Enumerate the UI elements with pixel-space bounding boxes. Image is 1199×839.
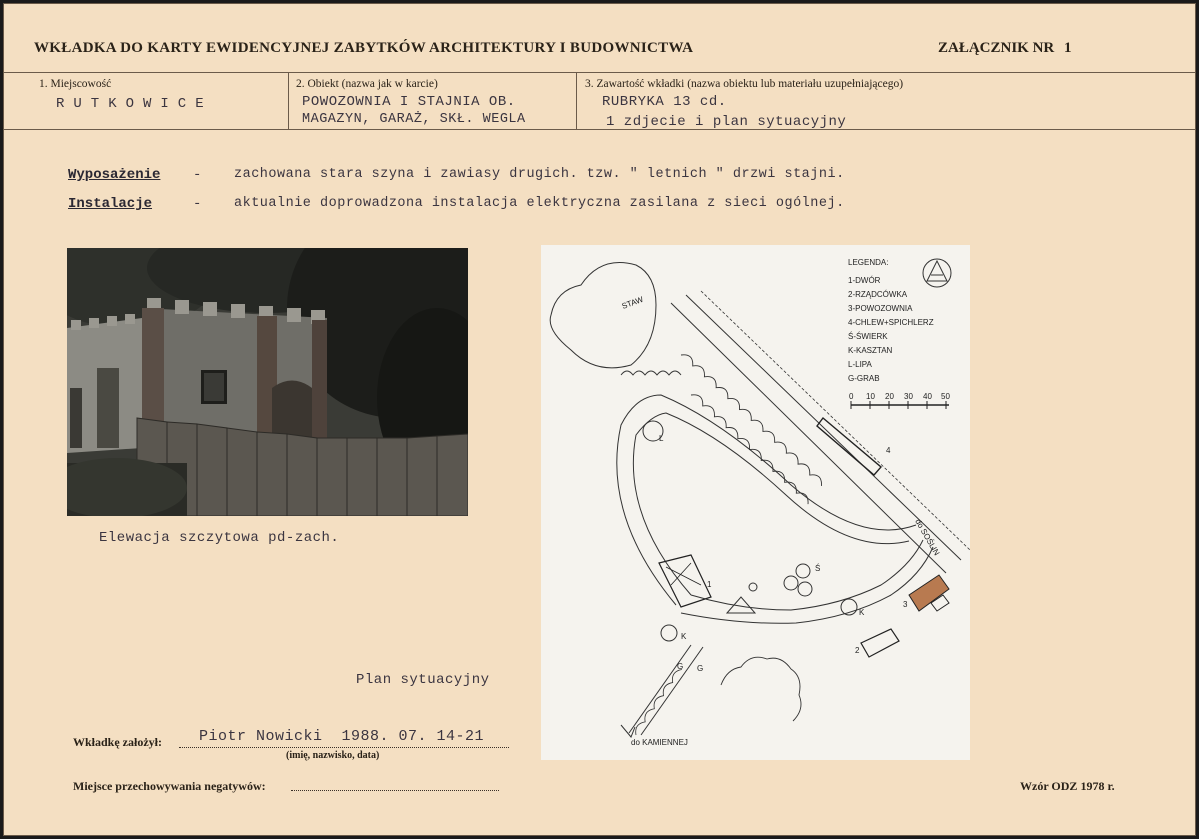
photo-image: [67, 248, 468, 516]
column-divider-2: [576, 72, 577, 130]
column-divider-1: [288, 72, 289, 130]
tree-s-label: Ś: [815, 564, 821, 573]
building-1-label: 1: [707, 580, 712, 589]
installation-label: Instalacje: [68, 196, 153, 212]
site-plan: [541, 245, 970, 760]
road-label: do KAMIENNEJ: [631, 738, 688, 747]
equipment-label: Wyposażenie: [68, 167, 161, 183]
legend-item-6: K-KASZTAN: [848, 346, 893, 355]
scale-tick-50: 50: [941, 392, 950, 401]
tree-g-label-2: G: [697, 664, 704, 673]
tree-g-label-1: G: [677, 662, 684, 671]
legend-item-1: 1-DWÓR: [848, 276, 881, 285]
object-label: 2. Obiekt (nazwa jak w karcie): [296, 78, 438, 90]
record-card: [3, 3, 1196, 836]
scale-tick-40: 40: [923, 392, 932, 401]
pond-label: STAW: [620, 294, 645, 311]
negatives-dotted-line: [291, 789, 499, 791]
building-2-label: 2: [855, 646, 860, 655]
negatives-label: Miejsce przechowywania negatywów:: [73, 779, 266, 793]
photo-caption: Elewacja szczytowa pd-zach.: [99, 530, 340, 546]
table-bottom-rule: [4, 129, 1196, 130]
legend-item-4: 4-CHLEW+SPICHLERZ: [848, 318, 934, 327]
object-value-line1: POWOZOWNIA I STAJNIA OB.: [302, 94, 516, 110]
content-value-line2: 1 zdjecie i plan sytuacyjny: [606, 114, 847, 130]
content-label: 3. Zawartość wkładki (nazwa obiektu lub materiału uzupełniającego): [585, 78, 904, 90]
annex-number: 1: [1064, 40, 1072, 56]
plan-caption: Plan sytuacyjny: [356, 672, 490, 688]
form-label: Wzór ODZ 1978 r.: [1020, 779, 1115, 793]
installation-text: aktualnie doprowadzona instalacja elektryczna zasilana z sieci ogólnej.: [234, 196, 845, 211]
content-value-line1: RUBRYKA 13 cd.: [602, 94, 727, 110]
legend-item-3: 3-POWOZOWNIA: [848, 304, 913, 313]
tree-k-label-2: K: [681, 632, 687, 641]
legend-title: LEGENDA:: [848, 258, 889, 267]
building-3-label: 3: [903, 600, 908, 609]
annex-text: ZAŁĄCZNIK NR: [938, 40, 1055, 56]
legend-item-7: L-LIPA: [848, 360, 872, 369]
annex-label: [938, 40, 1072, 57]
building-photo: [67, 248, 468, 516]
table-top-rule: [4, 72, 1196, 73]
tree-k-label-1: K: [859, 608, 865, 617]
object-value-line2: MAGAZYN, GARAŻ, SKŁ. WEGLA: [302, 112, 526, 127]
founder-hint: (imię, nazwisko, data): [286, 750, 380, 761]
site-plan-drawing: [541, 245, 970, 760]
north-arrow-icon: [923, 259, 951, 287]
installation-dash: -: [193, 196, 202, 212]
road-side-label: do SOŚLIN: [913, 517, 942, 558]
founder-label: Wkładkę założył:: [73, 735, 162, 749]
place-value: RUTKOWICE: [56, 96, 213, 112]
equipment-text: zachowana stara szyna i zawiasy drugich. tzw. " letnich " drzwi stajni.: [234, 167, 845, 182]
founder-value: Piotr Nowicki 1988. 07. 14-21: [199, 728, 485, 745]
legend-item-5: Ś-ŚWIERK: [848, 332, 888, 341]
scale-tick-0: 0: [849, 392, 854, 401]
card-title: WKŁADKA DO KARTY EWIDENCYJNEJ ZABYTKÓW ARCHITEKTURY I BUDOWNICTWA: [34, 40, 694, 56]
equipment-dash: -: [193, 167, 202, 183]
legend-item-8: G-GRAB: [848, 374, 880, 383]
place-label: 1. Miejscowość: [39, 78, 112, 90]
scale-tick-30: 30: [904, 392, 913, 401]
building-4-label: 4: [886, 446, 891, 455]
scale-tick-10: 10: [866, 392, 875, 401]
legend-item-2: 2-RZĄDCÓWKA: [848, 290, 908, 299]
tree-l-label: L: [659, 434, 664, 443]
founder-dotted-line: [179, 746, 509, 748]
scale-tick-20: 20: [885, 392, 894, 401]
